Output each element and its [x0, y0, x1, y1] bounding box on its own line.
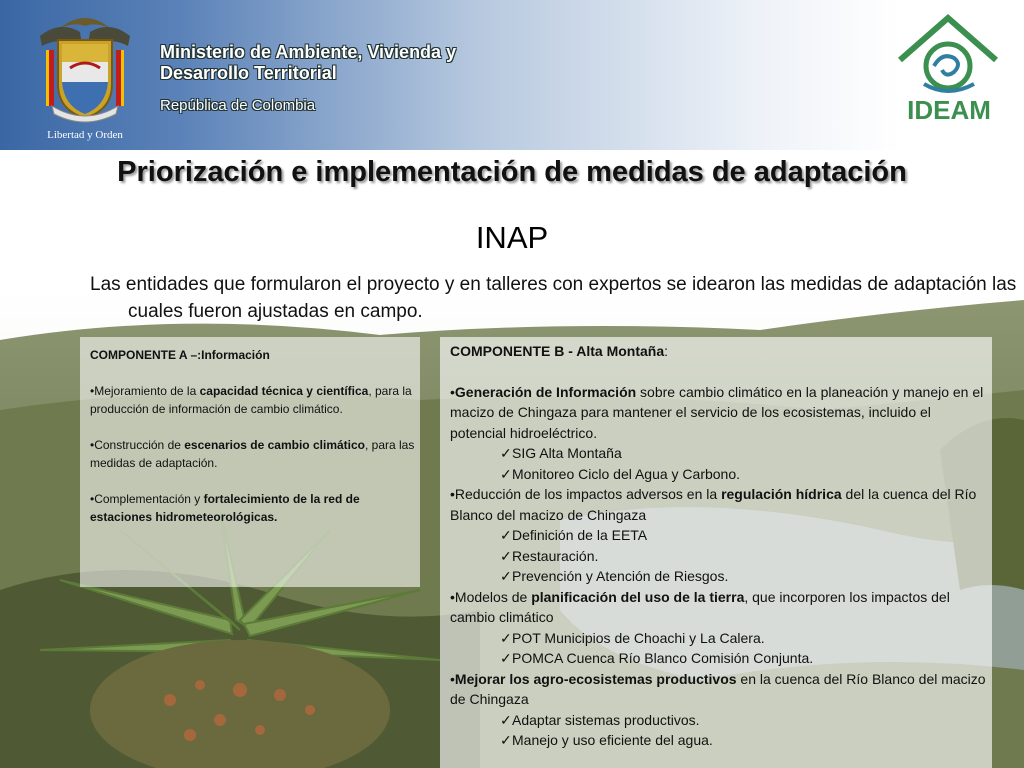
checklist-item: ✓Restauración.: [450, 546, 990, 567]
ministry-line-1: Ministerio de Ambiente, Vivienda y: [160, 42, 457, 62]
checklist-item: ✓SIG Alta Montaña: [450, 443, 990, 464]
ideam-logo-text: IDEAM: [907, 95, 991, 125]
republic-label: República de Colombia: [160, 97, 316, 114]
component-b-section-4: •Mejorar los agro-ecosistemas productivos en la cuenca del Río Blanco del macizo de Chingaza: [450, 670, 986, 707]
checkmark-icon: ✓: [500, 568, 512, 584]
component-a-heading: COMPONENTE A –:Información: [90, 348, 270, 362]
checkmark-icon: ✓: [500, 732, 512, 748]
ideam-logo: [890, 12, 1008, 132]
coat-of-arms-logo: [30, 6, 140, 146]
checklist-item: ✓Manejo y uso eficiente del agua.: [450, 730, 990, 751]
coat-motto: Libertad y Orden: [47, 129, 123, 141]
component-b-section-2: •Reducción de los impactos adversos en la regulación hídrica del la cuenca del Río Blanco del macizo de Chingaza: [450, 486, 977, 523]
intro-paragraph: Las entidades que formularon el proyecto y en talleres con expertos se idearon las medidas de adaptación las cuales fueron ajustadas en campo.: [90, 274, 1017, 322]
checkmark-icon: ✓: [500, 547, 512, 564]
checklist-item: ✓Adaptar sistemas productivos.: [450, 710, 990, 731]
component-b-heading: COMPONENTE B - Alta Montaña: [450, 343, 665, 359]
checklist-item: ✓POMCA Cuenca Río Blanco Comisión Conjunta.: [450, 648, 990, 669]
slide-title: Priorización e implementación de medidas de adaptación: [117, 156, 907, 188]
checklist-item: ✓Definición de la EETA: [450, 525, 990, 546]
slide-subtitle: INAP: [475, 220, 549, 255]
checklist-item: ✓POT Municipios de Choachi y La Calera.: [450, 628, 990, 649]
component-a-bullet-2: •Construcción de escenarios de cambio climático, para las medidas de adaptación.: [90, 438, 415, 470]
checkmark-icon: ✓: [500, 711, 512, 728]
component-a-bullet-1: •Mejoramiento de la capacidad técnica y científica, para la producción de información de cambio climático.: [90, 384, 412, 416]
component-a-text: [90, 346, 415, 526]
checklist-item: ✓Prevención y Atención de Riesgos.: [450, 566, 990, 587]
ministry-line-2: Desarrollo Territorial: [160, 63, 337, 83]
checklist-item: ✓Monitoreo Ciclo del Agua y Carbono.: [450, 464, 990, 485]
component-b-section-1: •Generación de Información sobre cambio climático en la planeación y manejo en el macizo de Chingaza para mantener el servicio de los ecosistemas, incluido el potencial hidroeléctrico.: [450, 383, 984, 441]
component-b-section-3: •Modelos de planificación del uso de la tierra, que incorporen los impactos del cambio climático: [450, 588, 950, 625]
checkmark-icon: ✓: [500, 629, 512, 646]
component-a-bullet-3: •Complementación y fortalecimiento de la red de estaciones hidrometeorológicas.: [90, 492, 360, 524]
checkmark-icon: ✓: [500, 465, 512, 482]
checkmark-icon: ✓: [500, 445, 512, 461]
ministry-name: [160, 42, 456, 84]
component-b-text: COMPONENTE B - Alta Montaña: •Generación de Información sobre cambio climático en la planeación y manejo en el macizo de Chingaza para mantener el servicio de los ecosistemas, incluido el potencial hidroeléctrico. ✓SIG Alta Montaña ✓Monitoreo Ciclo del Agua y Carbono. •Reducción de los impactos adversos en la regulación hídrica del la cuenca del Río Blanco del macizo de Chingaza ✓Definición de la EETA ✓Restauración. ✓Prevención y Atención de Riesgos. •Modelos de planificación del uso de la tierra, que incorporen los impactos del cambio climático ✓POT Municipios de Choachi y La Calera. ✓POMCA Cuenca Río Blanco Comisión Conjunta. •Mejorar los agro-ecosistemas productivos en la cuenca del Río Blanco del macizo de Chingaza ✓Adaptar sistemas productivos. ✓Manejo y uso eficiente del agua.: [450, 341, 990, 751]
header-banner: [0, 0, 1024, 150]
checkmark-icon: ✓: [500, 650, 512, 666]
checkmark-icon: ✓: [500, 527, 512, 543]
